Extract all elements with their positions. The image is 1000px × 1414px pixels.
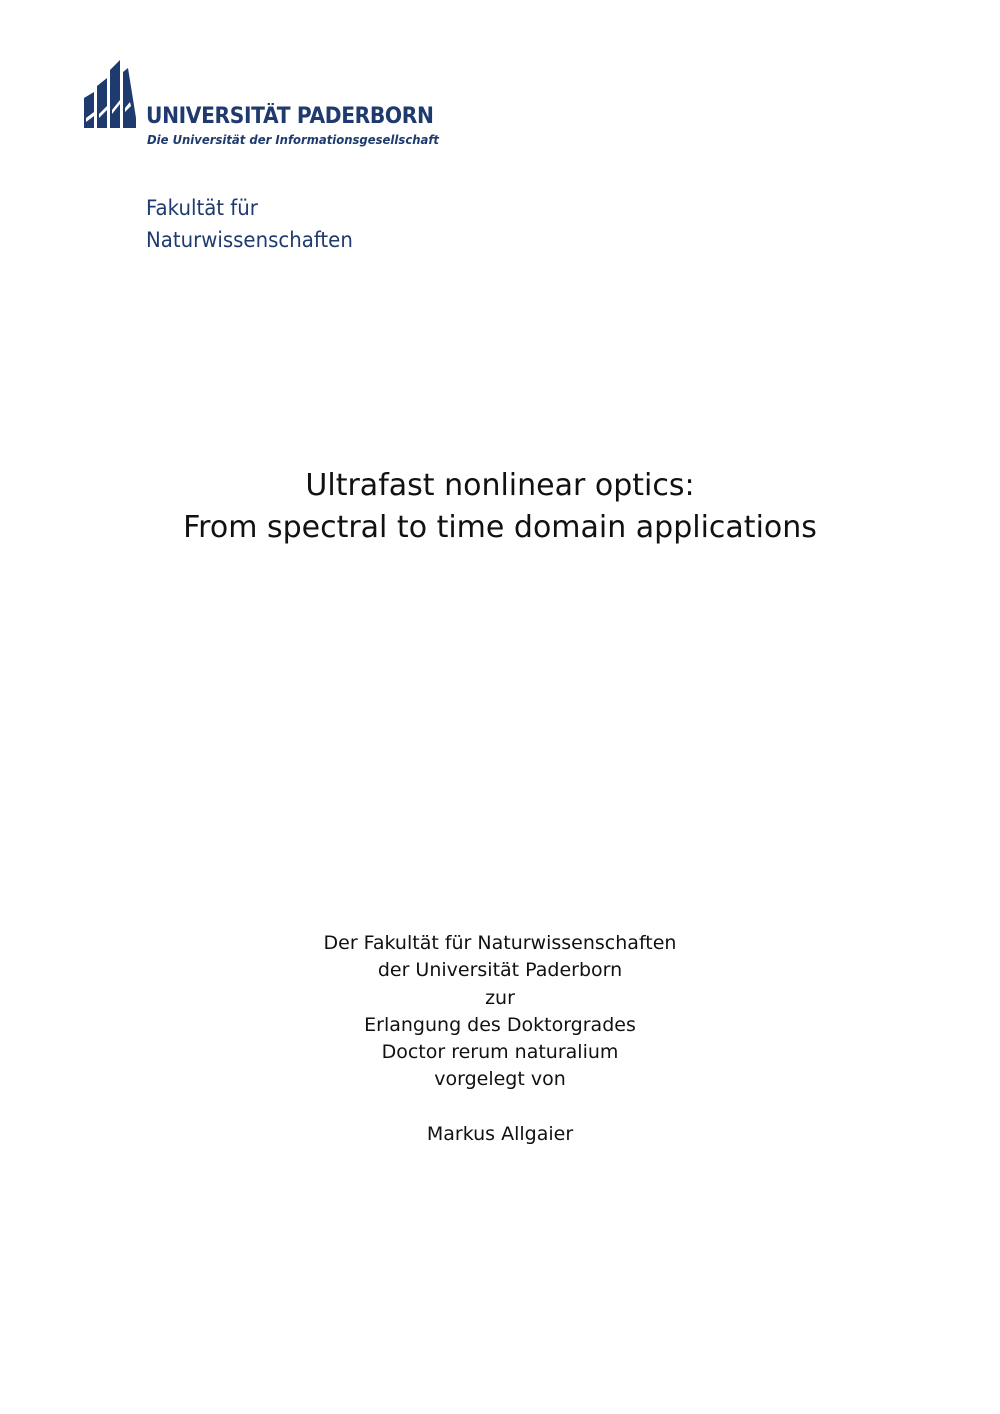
- title-line: Ultrafast nonlinear optics:: [305, 468, 695, 503]
- submission-line: Doctor rerum naturalium: [381, 1041, 619, 1064]
- submission-statement: [0, 930, 1000, 1094]
- submission-line: vorgelegt von: [434, 1068, 566, 1091]
- submission-line: Der Fakultät für Naturwissenschaften: [323, 932, 677, 954]
- submission-line: Erlangung des Doktorgrades: [364, 1013, 636, 1036]
- faculty-heading: [146, 192, 353, 256]
- university-logo: [84, 58, 444, 150]
- submission-line: der Universität Paderborn: [377, 959, 623, 982]
- submission-line: zur: [485, 986, 515, 1009]
- faculty-line: Fakultät für: [146, 196, 258, 220]
- author-name: Markus Allgaier: [426, 1123, 574, 1145]
- university-tagline: Die Universität der Informationsgesellschaft: [147, 132, 439, 147]
- faculty-line: Naturwissenschaften: [146, 228, 353, 252]
- thesis-title: [0, 465, 1000, 549]
- university-name: UNIVERSITÄT PADERBORN: [146, 104, 434, 129]
- title-line: From spectral to time domain applications: [183, 510, 817, 545]
- university-logo-icon: [84, 58, 140, 130]
